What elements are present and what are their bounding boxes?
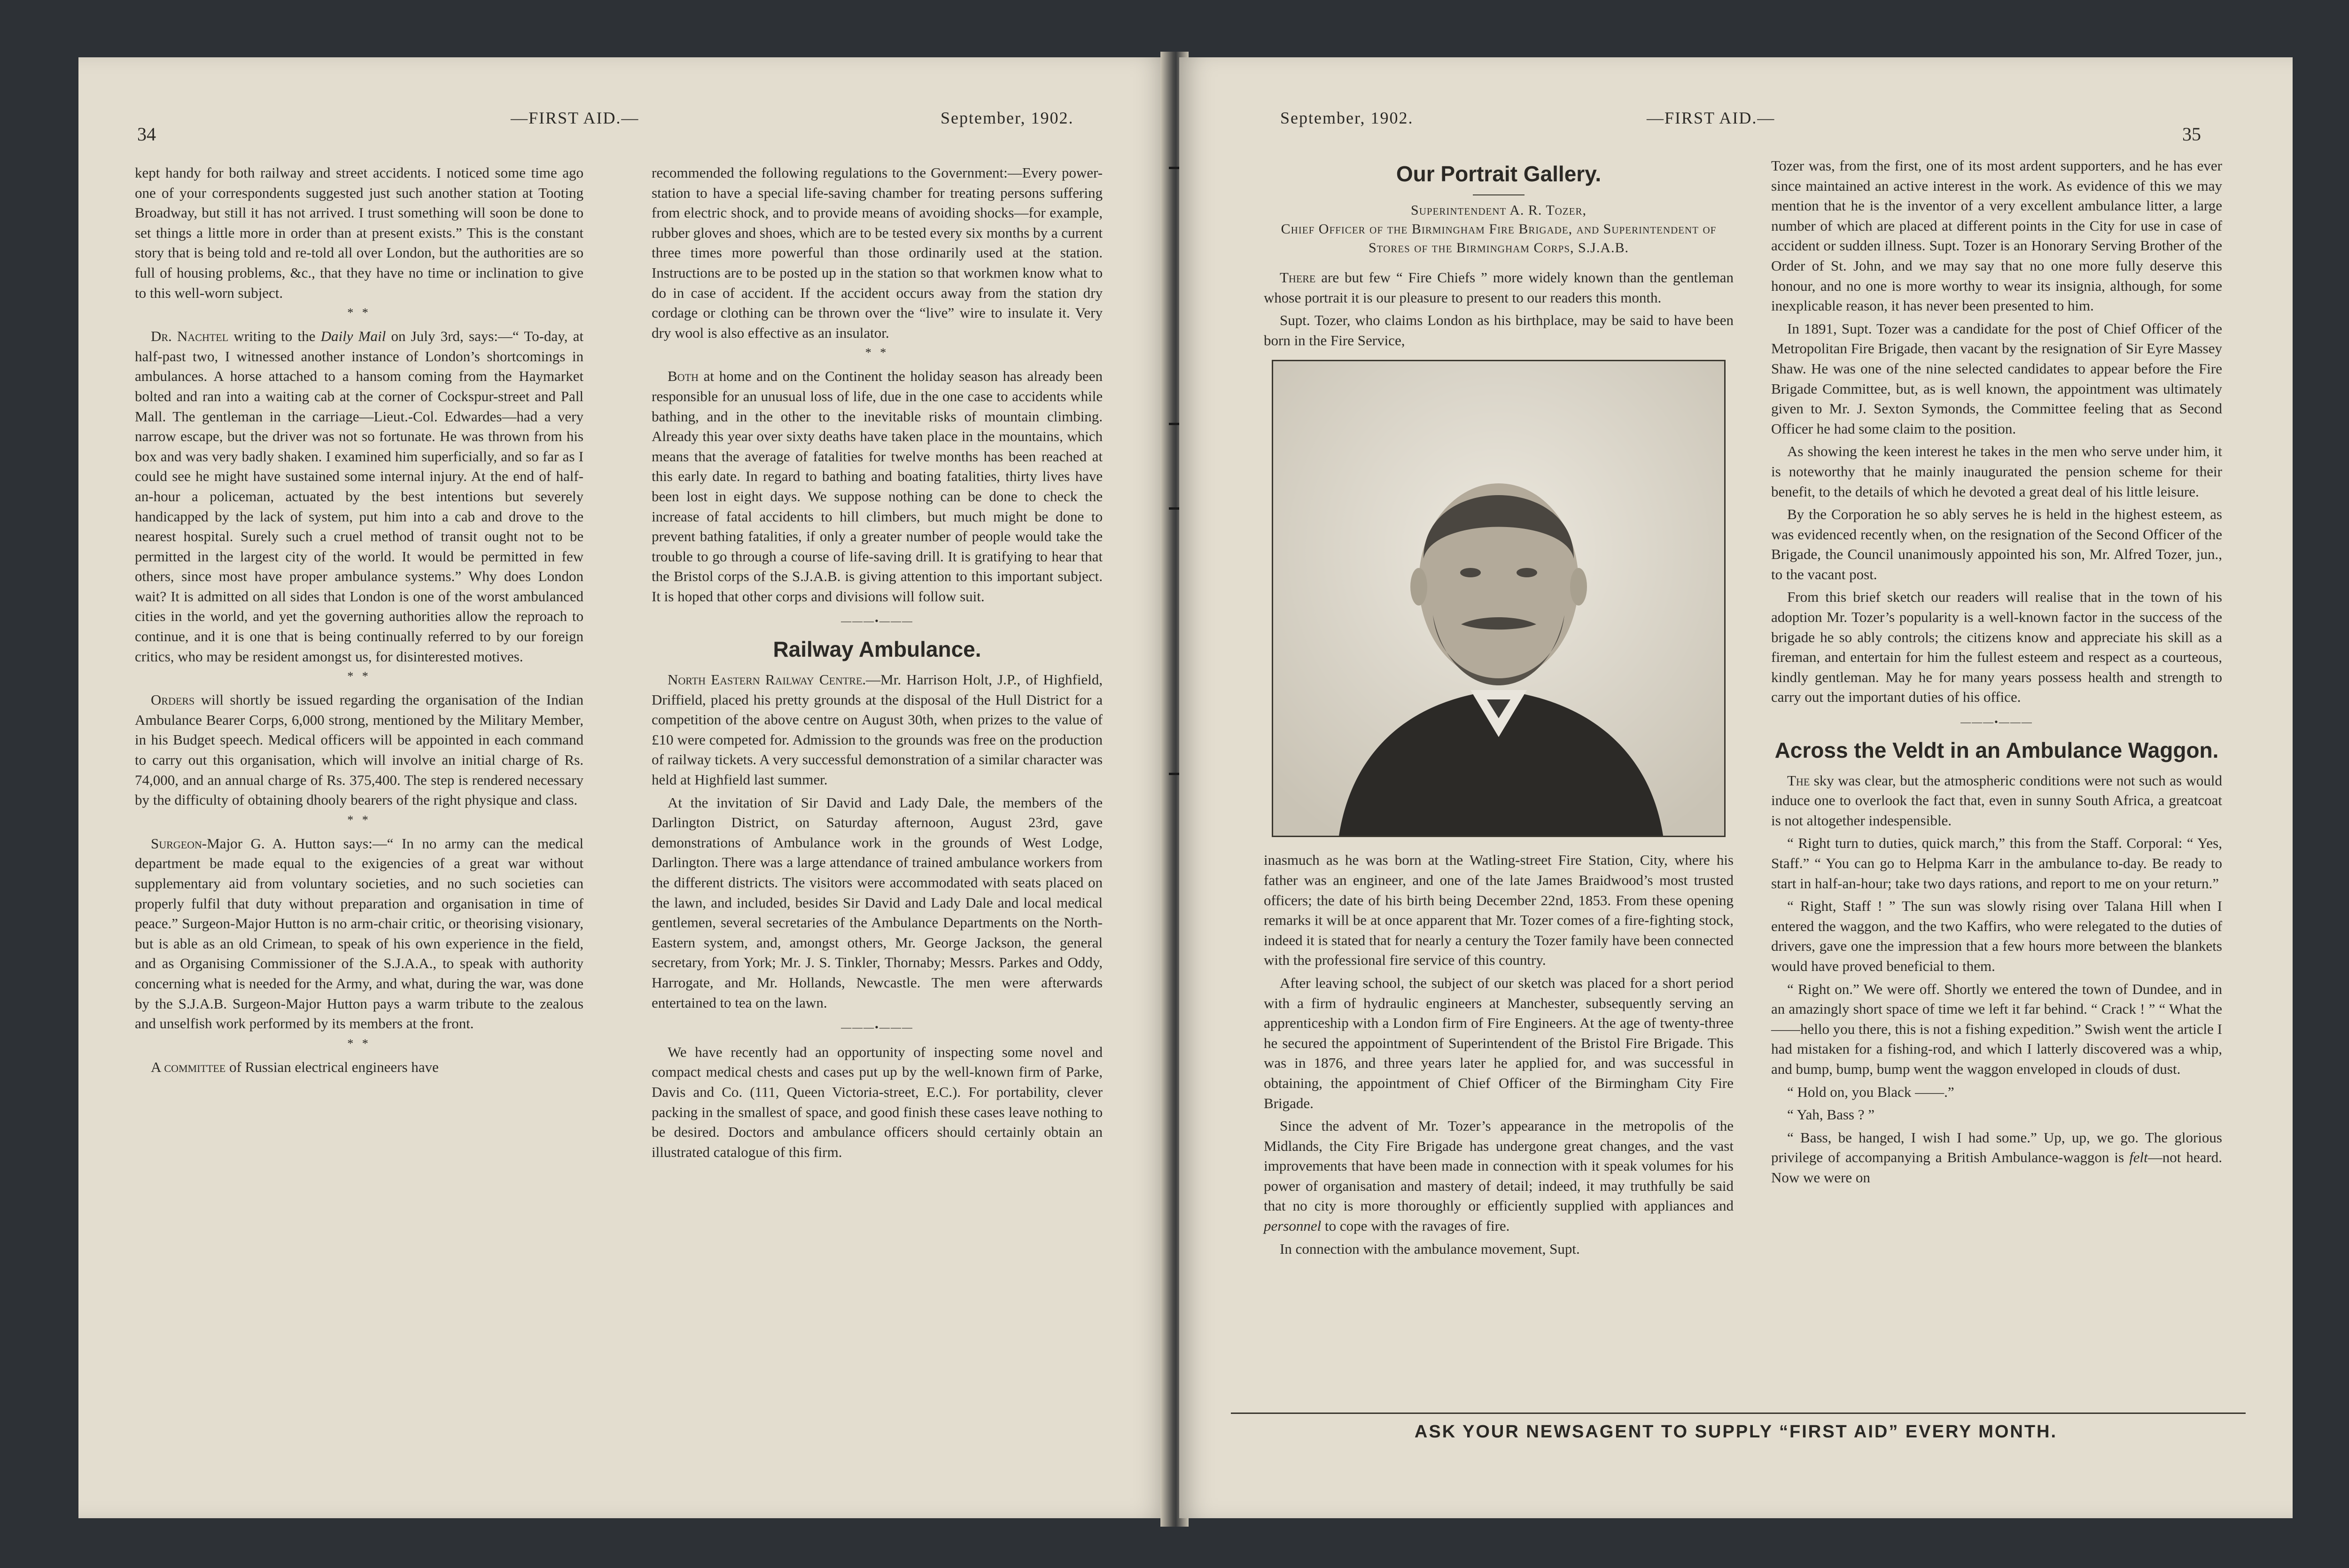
footer-advert: ASK YOUR NEWSAGENT TO SUPPLY “FIRST AID” EVERY MONTH.: [1414, 1422, 2058, 1442]
left-page: [78, 57, 1168, 1518]
section-heading: Across the Veldt in an Ambulance Waggon.: [1774, 737, 2219, 762]
section-divider: * *: [347, 1036, 371, 1050]
page-number: 35: [2182, 124, 2201, 145]
left-column-1: [135, 163, 583, 1080]
paragraph: inasmuch as he was born at the Watling-street Fire Station, City, where his father was an engineer, and one of the late James Braidwood’s most trusted officers; the date of his birth being December 22nd, 1853. From these opening remarks it will be at once apparent that Mr. Tozer comes of a fire-fighting stock, indeed it is stated that for nearly a century the Tozer family have been connected with the professional fire service of this country.: [1264, 852, 1734, 969]
paragraph: Orders will shortly be issued regarding the organisation of the Indian Ambulance Bearer Corps, 6,000 strong, mentioned by the Military Member, in his Budget speech. Medical officers will be appointed in each command to carry out this organisation, which will involve an initial charge of Rs. 74,000, and an annual charge of Rs. 375,400. The step is rendered necessary by the difficulty of obtaining dhooly bearers of the right physique and class.: [135, 691, 583, 808]
left-column-2: [652, 163, 1103, 1165]
right-column-2: [1771, 156, 2222, 1191]
paragraph: North Eastern Railway Centre.—Mr. Harrison Holt, J.P., of Highfield, Driffield, placed his pretty grounds at the disposal of the Hull District for a competition of the above centre on August 30th, when prizes to the value of £10 were competed for. Admission to the grounds was free on the production of railway tickets. A very successful demonstration of a similar character was held at Highfield last summer.: [652, 671, 1103, 788]
page-edge-mark: [1169, 507, 1179, 510]
divider: [1473, 194, 1525, 195]
paragraph: From this brief sketch our readers will realise that in the town of his adoption Mr. Tozer’s popularity is a well-known factor in the success of the brigade he so ably controls; the citizens know and appreciate his skill as a fireman, and entertain for him the fullest esteem and respect as a courteous, kindly gentleman. May he for many years possess health and strength to carry out the important duties of his office.: [1771, 589, 2222, 706]
page-edge-mark: [1169, 423, 1179, 425]
section-divider: * *: [347, 813, 371, 827]
paragraph: We have recently had an opportunity of inspecting some novel and compact medical chests and cases put up by the well-known firm of Parke, Davis and Co. (111, Queen Victoria-street, E.C.). For portability, clever packing in the smallest of space, and good finish these cases leave nothing to be desired. Doctors and ambulance officers should certainly obtain an illustrated catalogue of this firm.: [652, 1043, 1103, 1160]
section-divider: * *: [347, 669, 371, 683]
paragraph: kept handy for both railway and street accidents. I noticed some time ago one of your correspondents suggested just such another station at Tooting Broadway, but still it has not arrived. I trust something will soon be done to set things a little more in order than at present exists.” This is the constant story that is being told and re-told all over London, but the authorities are so full of housing problems, &c., that they have no time or inclination to give to this well-worn subject.: [135, 164, 583, 301]
paragraph: There are but few “ Fire Chiefs ” more widely known than the gentleman whose portrait it is our pleasure to present to our readers this month.: [1264, 269, 1734, 306]
section-heading: Our Portrait Gallery.: [1396, 162, 1602, 186]
paragraph: After leaving school, the subject of our sketch was placed for a short period with a firm of hydraulic engineers at Manchester, subsequently serving an apprenticeship with a London firm of Fire Engineers. At the age of twenty-three he secured the appointment of Superintendent of the Bristol Fire Brigade. This was in 1876, and three years later he applied for, and was successful in obtaining, the appointment of Chief Officer of the Birmingham City Fire Brigade.: [1264, 974, 1734, 1111]
paragraph: Dr. Nachtel writing to the Daily Mail on July 3rd, says:—“ To-day, at half-past two, I witnessed another instance of London’s shortcomings in ambulances. A horse attached to a hansom coming from the Haymarket bolted and ran into a waiting cab at the corner of Cockspur-street and Pall Mall. The gentleman in the carriage—Lieut.-Col. Edwardes—had a very narrow escape, but the driver was not so fortunate. He was thrown from his box and was very badly shaken. I examined him superficially, and so far as I could see he might have sustained some internal injury. At the end of half-an-hour a policeman, actuated by the best intentions but severely handicapped by the lack of system, put him into a cab and drove to the nearest hospital. Surely such a cruel method of transit ought not to be permitted in the largest city of the world. It would be permitted in few others, since most have proper ambulance systems.” Why does London wait? It is admitted on all sides that London is one of the worst ambulanced cities in the world, and yet the governing authorities allow the reproach to continue, and it is one that is being continually referred to by our foreign critics, who may be resident amongst us, for disinterested motives.: [135, 328, 583, 665]
paragraph: “ Right on.” We were off. Shortly we entered the town of Dundee, and in an amazingly short space of time we left it far behind. “ Crack ! ” “ What the ——hello you there, this is not a fishing expedition.” Swish went the article I had mistaken for a fishing-rod, and which I latterly discovered was a whip, and bump, bump, bump went the waggon enveloped in clouds of dust.: [1771, 980, 2222, 1077]
page-edge-mark: [1169, 773, 1179, 775]
paragraph: recommended the following regulations to the Government:—Every power-station to have a special life-saving chamber for treating persons suffering from electric shock, and to provide means of avoiding shocks—for example, rubber gloves and shoes, which are to be tested every six months by a current three times more powerful than those ordinarily used at the station. Instructions are to be posted up in the station so that workmen know what to do in case of accident. If the accident occurs away from the station dry cordage or clothing can be thrown over the “live” wire to insulate it. Very dry wool is also effective as an insulator.: [652, 164, 1103, 341]
right-column-1: [1264, 156, 1734, 1262]
running-title: —FIRST AID.—: [1647, 109, 1775, 127]
paragraph: “ Yah, Bass ? ”: [1787, 1106, 1875, 1123]
right-page: [1179, 57, 2293, 1518]
paragraph: The sky was clear, but the atmospheric conditions were not such as would induce one to overlook the fact that, even in sunny South Africa, a greatcoat is not altogether indespensible.: [1771, 772, 2222, 829]
paragraph: In connection with the ambulance movement, Supt.: [1280, 1240, 1580, 1257]
issue-date: September, 1902.: [1280, 109, 1414, 127]
ornament-divider: ———•———: [841, 615, 913, 627]
paragraph: Tozer was, from the first, one of its most ardent supporters, and he has ever since maintained an active interest in the work. As evidence of this we may mention that he is the inventor of a very excellent ambulance litter, a large number of which are placed at different points in the City for use in case of accident or sudden illness. Supt. Tozer is an Honorary Serving Brother of the Order of St. John, and we may say that no one more fully deserve this honour, and no one is more worthy to wear its insignia, although, for some inexplicable reason, it has never been presented to him.: [1771, 157, 2222, 314]
ornament-divider: ———•———: [1960, 716, 2033, 728]
paragraph: In 1891, Supt. Tozer was a candidate for the post of Chief Officer of the Metropolitan Fire Brigade, then vacant by the resignation of Sir Eyre Massey Shaw. He was one of the nine selected candidates to appear before the Fire Brigade Committee, but, as is well known, the appointment was ultimately given to Mr. J. Sexton Symonds, the Committee feeling that as Second Officer he had some claim to the position.: [1771, 320, 2222, 437]
paragraph: At the invitation of Sir David and Lady Dale, the members of the Darlington District, on Saturday afternoon, August 23rd, gave demonstrations of Ambulance work in the grounds of West Lodge, Darlington. There was a large attendance of trained ambulance workers from the different districts. The visitors were accommodated with seats placed on the lawn, and included, besides Sir David and Lady Dale and local medical gentlemen, several secretaries of the Ambulance Departments on the North-Eastern system, and, amongst others, Mr. George Jackson, the general secretary, from York; Mr. J. S. Tinkler, Thornaby; Messrs. Parkes and Oddy, Harrogate, and Mr. Hollands, Newcastle. The men were afterwards entertained to tea on the lawn.: [652, 794, 1103, 1011]
ornament-divider: ———•———: [841, 1021, 913, 1033]
paragraph: Surgeon-Major G. A. Hutton says:—“ In no army can the medical department be made equal to the exigencies of a great war without supplementary aid from voluntary societies, and no such societies can properly fulfil that duty without preparation and organisation in time of peace.” Surgeon-Major Hutton is no arm-chair critic, or theorising visionary, but is able as an old Crimean, to speak of his own experience in the field, and as Organising Commissioner of the S.J.A.A., to speak with authority concerning what is needed for the Army, and what, during the war, was done by the S.J.A.B. Surgeon-Major Hutton pays a warm tribute to the zealous and unselfish work performed by its members at the front.: [135, 835, 583, 1032]
paragraph: Since the advent of Mr. Tozer’s appearance in the metropolis of the Midlands, the City Fire Brigade has undergone great changes, and the vast improvements that have been made in connection with it speak volumes for his power of organisation and mastery of detail; indeed, it may truthfully be said that no city is more thoroughly or efficiently supplied with appliances and personnel to cope with the ravages of fire.: [1264, 1118, 1734, 1234]
paragraph: “ Bass, be hanged, I wish I had some.” Up, up, we go. The glorious privilege of accompanying a British Ambulance-waggon is felt—not heard. Now we were on: [1771, 1129, 2222, 1186]
section-heading: Railway Ambulance.: [773, 637, 981, 662]
section-divider: * *: [347, 306, 371, 320]
paragraph: Both at home and on the Continent the holiday season has already been responsible for an unusual loss of life, due in the one case to accidents while bathing, and in the other to the inevitable risks of mountain climbing. Already this year over sixty deaths have taken place in the mountains, which means that the average of fatalities for twelve months has been reached at this early date. In regard to bathing and boating fatalities, thirty lives have been lost in eight days. We suppose nothing can be done to check the increase of fatal accidents to hill climbers, but much might be done to prevent bathing fatalities, if only a greater number of people would take the trouble to go through a course of life-saving drill. It is gratifying to hear that the Bristol corps of the S.J.A.B. is giving attention to this important subject. It is hoped that other corps and divisions will follow suit.: [652, 368, 1103, 605]
portrait-photograph: [1272, 360, 1726, 837]
page-edge-mark: [1169, 167, 1179, 169]
paragraph: “ Right, Staff ! ” The sun was slowly rising over Talana Hill when I entered the waggon, and the two Kaffirs, who were relegated to the duties of drivers, gave one the impression that a few hours more between the blankets would have proved beneficial to them.: [1771, 898, 2222, 974]
subheading: Superintendent A. R. Tozer,: [1411, 202, 1587, 218]
running-title: —FIRST AID.—: [511, 109, 639, 127]
footer-rule: [1231, 1413, 2246, 1414]
subheading: Chief Officer of the Birmingham Fire Brigade, and Superintendent of Stores of the Birmingham Corps, S.J.A.B.: [1281, 221, 1717, 256]
paragraph: A committee of Russian electrical engineers have: [151, 1058, 439, 1075]
paragraph: “ Right turn to duties, quick march,” this from the Staff. Corporal: “ Yes, Staff.” “ You can go to Helpma Karr in the ambulance to-day. Be ready to start in half-an-hour; take two days rations, and report to me on your return.”: [1771, 835, 2222, 892]
paragraph: Supt. Tozer, who claims London as his birthplace, may be said to have been born in the Fire Service,: [1264, 312, 1734, 349]
paragraph: As showing the keen interest he takes in the men who serve under him, it is noteworthy that he mainly inaugurated the pension scheme for their benefit, to the details of which he devoted a great deal of his little leisure.: [1771, 443, 2222, 500]
section-divider: * *: [865, 346, 889, 360]
paragraph: By the Corporation he so ably serves he is held in the highest esteem, as was evidenced recently when, on the resignation of the Second Officer of the Brigade, the Council unanimously appointed his son, Mr. Alfred Tozer, jun., to the vacant post.: [1771, 506, 2222, 582]
portrait-image: [1273, 361, 1724, 836]
issue-date: September, 1902.: [941, 109, 1074, 127]
paragraph: “ Hold on, you Black ——.”: [1787, 1083, 1954, 1100]
page-number: 34: [137, 124, 156, 145]
